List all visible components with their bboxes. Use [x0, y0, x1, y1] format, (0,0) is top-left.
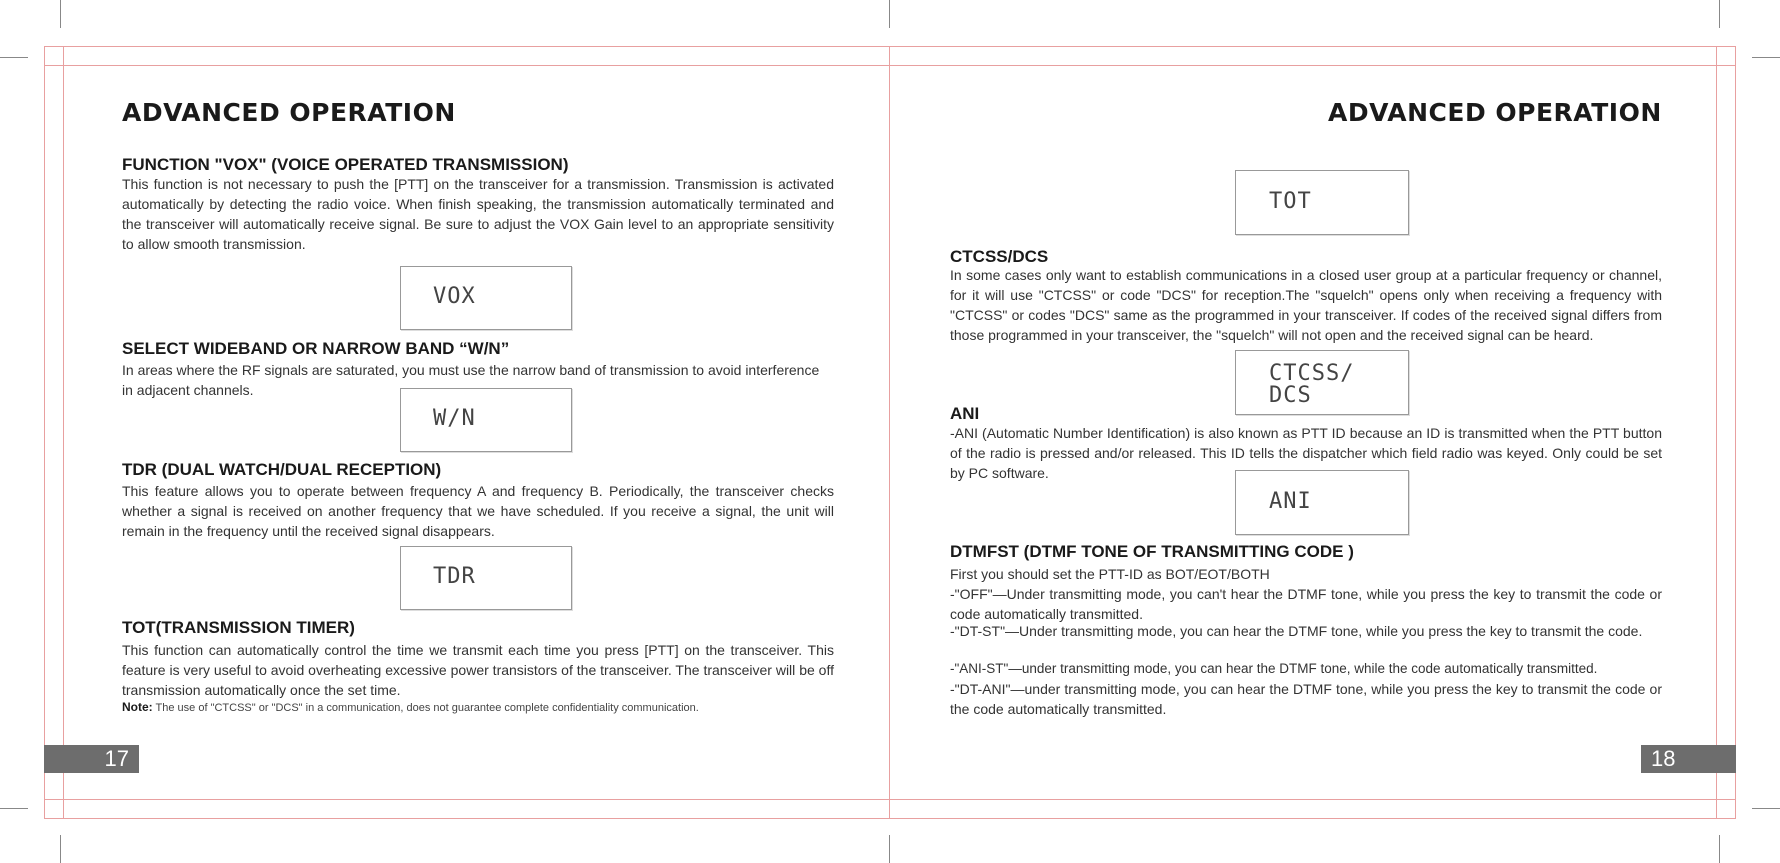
dtmf-item: -"DT-ST"—Under transmitting mode, you can hear the DTMF tone, while you press the key to transmit the code.: [950, 623, 1643, 639]
crop-mark: [60, 835, 61, 863]
page-border: [1716, 46, 1717, 819]
page-border: [1735, 46, 1736, 819]
crop-mark: [1719, 835, 1720, 863]
dtmf-item: -"OFF"—Under transmitting mode, you can't hear the DTMF tone, while you press the key to transmit the code or code automatically transmitted.: [950, 586, 1662, 622]
crop-mark: [1752, 808, 1780, 809]
lcd-display-wn: [400, 388, 572, 452]
dtmf-item: -"DT-ANI"—under transmitting mode, you can hear the DTMF tone, while you press the key to transmit the code or the code automatically transmitted.: [950, 681, 1662, 717]
lcd-display-tot: [1235, 170, 1409, 235]
note: [122, 700, 842, 714]
lcd-display-ani: [1235, 470, 1409, 535]
page-border: [44, 799, 1736, 800]
section-title-vox: FUNCTION "VOX" (VOICE OPERATED TRANSMISSION): [122, 155, 569, 174]
crop-mark: [0, 808, 28, 809]
page-border: [44, 818, 1736, 819]
section-title-tdr: TDR (DUAL WATCH/DUAL RECEPTION): [122, 460, 442, 479]
page-number: 17: [44, 745, 139, 773]
crop-mark: [1719, 0, 1720, 28]
lcd-text-line2: DCS: [1269, 383, 1312, 408]
lcd-display-vox: [400, 266, 572, 330]
lcd-text: ANI: [1269, 489, 1312, 514]
lcd-text: W/N: [433, 406, 476, 431]
section-title-dtmf: DTMFST (DTMF TONE OF TRANSMITTING CODE ): [950, 542, 1354, 561]
note-text: The use of "CTCSS" or "DCS" in a communication, does not guarantee complete confidentiality communication.: [155, 702, 699, 714]
crop-mark: [889, 0, 890, 28]
page-border: [44, 46, 1736, 47]
crop-mark: [60, 0, 61, 28]
lcd-text: TOT: [1269, 189, 1312, 214]
section-title-ctcss: CTCSS/DCS: [950, 247, 1049, 266]
section-body-tot: This function can automatically control the time we transmit each time you press [PTT] on the transceiver. This feature is very useful to avoid overheating excessive power transistors of the transceiver. The transceiver will be off transmission automatically once the set time.: [122, 642, 834, 698]
dtmf-item: -"ANI-ST"—under transmitting mode, you can hear the DTMF tone, while the code automatically transmitted.: [950, 661, 1598, 676]
lcd-display-tdr: [400, 546, 572, 610]
page-heading: ADVANCED OPERATION: [1328, 98, 1662, 127]
page-border: [44, 65, 1736, 66]
section-title-wn: SELECT WIDEBAND OR NARROW BAND “W/N”: [122, 339, 510, 358]
section-title-ani: ANI: [950, 404, 980, 423]
section-body-ani: -ANI (Automatic Number Identification) is also known as PTT ID because an ID is transmitted when the PTT button of the radio is pressed and/or released. This ID tells the dispatcher which field radio was keyed. Only could be set by PC software.: [950, 425, 1662, 481]
crop-mark: [1752, 57, 1780, 58]
section-body-wn: In areas where the RF signals are saturated, you must use the narrow band of transmission to avoid interference in adjacent channels.: [122, 362, 820, 398]
note-label: Note:: [122, 700, 153, 714]
lcd-text: VOX: [433, 284, 476, 309]
section-body-ctcss: In some cases only want to establish communications in a closed user group at a particular frequency or channel, for it will use "CTCSS" or code "DCS" for reception.The "squelch" opens only when receiving a frequency with "CTCSS" or codes "DCS" same as the programmed in your transceiver. If codes of the received signal differs from those programmed in your transceiver, the "squelch" will not open and the received signal can be heard.: [950, 267, 1662, 343]
dtmf-intro: First you should set the PTT-ID as BOT/EOT/BOTH: [950, 566, 1270, 582]
page-number: 18: [1641, 745, 1736, 773]
crop-mark: [0, 57, 28, 58]
page-border: [63, 46, 64, 819]
page-heading: ADVANCED OPERATION: [122, 98, 456, 127]
lcd-display-ctcss: [1235, 350, 1409, 415]
lcd-text-line1: CTCSS/: [1269, 361, 1355, 386]
section-body-vox: This function is not necessary to push the [PTT] on the transceiver for a transmission. Transmission is activated automatically by detecting the radio voice. When finish speaking, the transmission automatically terminated and the transceiver will automatically receive signal. Be sure to adjust the VOX Gain level to an appropriate sensitivity to allow smooth transmission.: [122, 176, 834, 252]
page-border: [44, 46, 45, 819]
lcd-text: TDR: [433, 564, 476, 589]
spine-line: [889, 46, 890, 819]
crop-mark: [889, 835, 890, 863]
section-body-tdr: This feature allows you to operate between frequency A and frequency B. Periodically, the transceiver checks whether a signal is received on another frequency that we have scheduled. If you receive a signal, the unit will remain in the frequency until the received signal disappears.: [122, 483, 834, 539]
section-title-tot: TOT(TRANSMISSION TIMER): [122, 618, 355, 637]
